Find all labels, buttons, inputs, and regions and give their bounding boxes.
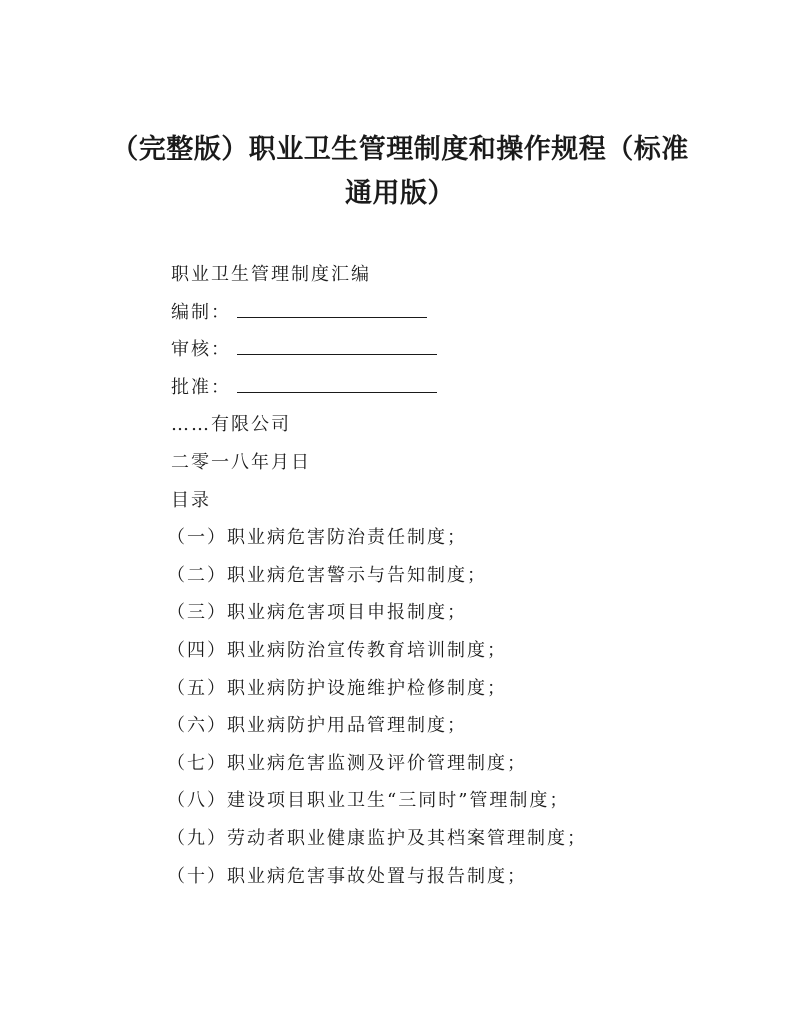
toc-item: （五）职业病防护设施维护检修制度；	[167, 677, 507, 699]
document-title	[100, 128, 700, 216]
field-reviewed-by	[171, 331, 731, 369]
field-label: 批准：	[171, 376, 231, 398]
company-name: ……有限公司	[171, 414, 291, 436]
field-compiled-by	[171, 294, 731, 332]
document-date: 二零一八年月日	[171, 451, 311, 473]
toc-item: （四）职业病防治宣传教育培训制度；	[167, 639, 507, 661]
toc-item: （一）职业病危害防治责任制度；	[167, 527, 467, 549]
field-label: 审核：	[171, 339, 231, 361]
toc-item: （十）职业病危害事故处置与报告制度；	[167, 865, 527, 887]
document-body	[167, 256, 731, 895]
toc-item: （六）职业病防护用品管理制度；	[167, 715, 467, 737]
title-line-1: （完整版）职业卫生管理制度和操作规程（标准	[111, 134, 689, 165]
toc-item: （三）职业病危害项目申报制度；	[167, 602, 467, 624]
title-line-2: 通用版）	[345, 178, 455, 209]
toc-item: （九）劳动者职业健康监护及其档案管理制度；	[167, 827, 587, 849]
field-label: 编制：	[171, 301, 231, 323]
signature-line	[237, 374, 437, 393]
table-of-contents	[167, 519, 731, 895]
field-approved-by	[171, 369, 731, 407]
toc-item: （二）职业病危害警示与告知制度；	[167, 564, 487, 586]
signature-line	[237, 336, 437, 355]
toc-item: （八）建设项目职业卫生“三同时”管理制度；	[167, 790, 570, 812]
toc-heading: 目录	[171, 489, 211, 511]
subtitle: 职业卫生管理制度汇编	[171, 264, 371, 285]
toc-item: （七）职业病危害监测及评价管理制度；	[167, 752, 527, 774]
signature-line	[237, 299, 427, 318]
